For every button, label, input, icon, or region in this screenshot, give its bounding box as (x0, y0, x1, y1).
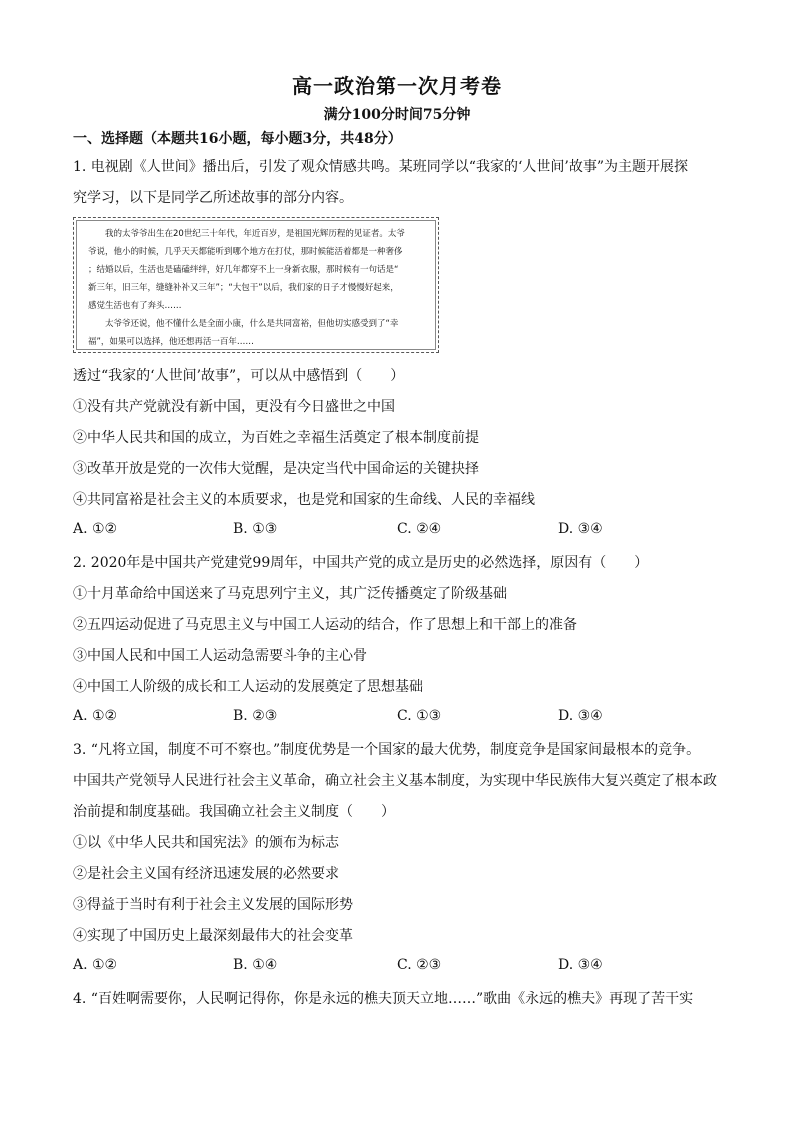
option-c[interactable]: C. ②④ (397, 521, 442, 537)
q3-stem-line2: 中国共产党领导人民进行社会主义革命，确立社会主义基本制度，为实现中华民族伟大复兴奠定了根本政 (73, 773, 717, 789)
option-b[interactable]: B. ①③ (233, 521, 278, 537)
q2-stem: 2. 2020年是中国共产党建党99周年，中国共产党的成立是历史的必然选择，原因有（ ） (73, 555, 649, 571)
q3-options (73, 957, 753, 977)
box-line: 感觉生活也有了奔头…… (88, 301, 182, 311)
q4-stem-line1: 4. “百姓啊需要你，人民啊记得你，你是永远的樵夫顶天立地……”歌曲《永远的樵夫》再现了苦干实 (73, 991, 694, 1007)
q3-stem-line3: 治前提和制度基础。我国确立社会主义制度（ ） (73, 804, 395, 820)
option-a[interactable]: A. ①② (73, 521, 118, 537)
q1-item-1: ①没有共产党就没有新中国，更没有今日盛世之中国 (73, 399, 395, 415)
exam-title: 高一政治第一次月考卷 (292, 74, 502, 98)
q1-item-3: ③改革开放是党的一次伟大觉醒，是决定当代中国命运的关键抉择 (73, 461, 479, 477)
option-d[interactable]: D. ③④ (558, 521, 603, 537)
q3-item-2: ②是社会主义国有经济迅速发展的必然要求 (73, 866, 339, 882)
option-b[interactable]: B. ②③ (233, 708, 278, 724)
q2-item-3: ③中国人民和中国工人运动急需要斗争的主心骨 (73, 648, 367, 664)
q3-item-1: ①以《中华人民共和国宪法》的颁布为标志 (73, 835, 339, 851)
exam-subtitle: 满分100分时间75分钟 (323, 107, 471, 123)
box-line: ；结婚以后，生活也是磕磕绊绊，好几年都穿不上一身新衣服，那时候有一句话是“ (88, 265, 399, 275)
q3-item-4: ④实现了中国历史上最深刻最伟大的社会变革 (73, 928, 353, 944)
q2-options (73, 708, 753, 728)
q2-item-2: ②五四运动促进了马克思主义与中国工人运动的结合，作了思想上和干部上的准备 (73, 617, 577, 633)
q1-stem-line2: 究学习，以下是同学乙所述故事的部分内容。 (73, 190, 353, 206)
option-c[interactable]: C. ②③ (397, 957, 442, 973)
q2-item-1: ①十月革命给中国送来了马克思列宁主义，其广泛传播奠定了阶级基础 (73, 586, 507, 602)
box-line: 我的太爷爷出生在20世纪三十年代，年近百岁，是祖国光辉历程的见证者。太爷 (88, 229, 405, 239)
q1-stem-line1: 1. 电视剧《人世间》播出后，引发了观众情感共鸣。某班同学以“我家的‘人世间’故事”为主题开展探 (73, 159, 689, 175)
q1-story-box (73, 217, 439, 353)
option-d[interactable]: D. ③④ (558, 957, 603, 973)
box-line: 新三年，旧三年，缝缝补补又三年”；“大包干”以后，我们家的日子才慢慢好起来， (88, 283, 399, 293)
box-line: 太爷爷还说，他不懂什么是全面小康，什么是共同富裕，但他切实感受到了“幸 (88, 319, 399, 329)
q1-item-4: ④共同富裕是社会主义的本质要求，也是党和国家的生命线、人民的幸福线 (73, 492, 535, 508)
q1-item-2: ②中华人民共和国的成立，为百姓之幸福生活奠定了根本制度前提 (73, 430, 479, 446)
box-line: 爷说，他小的时候，几乎天天都能听到哪个地方在打仗，那时候能活着都是一种奢侈 (88, 247, 403, 257)
q1-options (73, 521, 753, 541)
option-b[interactable]: B. ①④ (233, 957, 278, 973)
q3-stem-line1: 3. “凡将立国，制度不可不察也。”制度优势是一个国家的最大优势，制度竞争是国家间最根本的竞争。 (73, 742, 701, 758)
q2-item-4: ④中国工人阶级的成长和工人运动的发展奠定了思想基础 (73, 679, 423, 695)
option-a[interactable]: A. ①② (73, 708, 118, 724)
box-line: 福”，如果可以选择，他还想再活一百年…… (88, 337, 254, 347)
q1-question: 透过“我家的‘人世间’故事”，可以从中感悟到（ ） (73, 368, 405, 384)
option-a[interactable]: A. ①② (73, 957, 118, 973)
option-d[interactable]: D. ③④ (558, 708, 603, 724)
option-c[interactable]: C. ①③ (397, 708, 442, 724)
section-heading: 一、选择题（本题共16小题，每小题3分，共48分） (73, 131, 402, 147)
q3-item-3: ③得益于当时有利于社会主义发展的国际形势 (73, 897, 353, 913)
